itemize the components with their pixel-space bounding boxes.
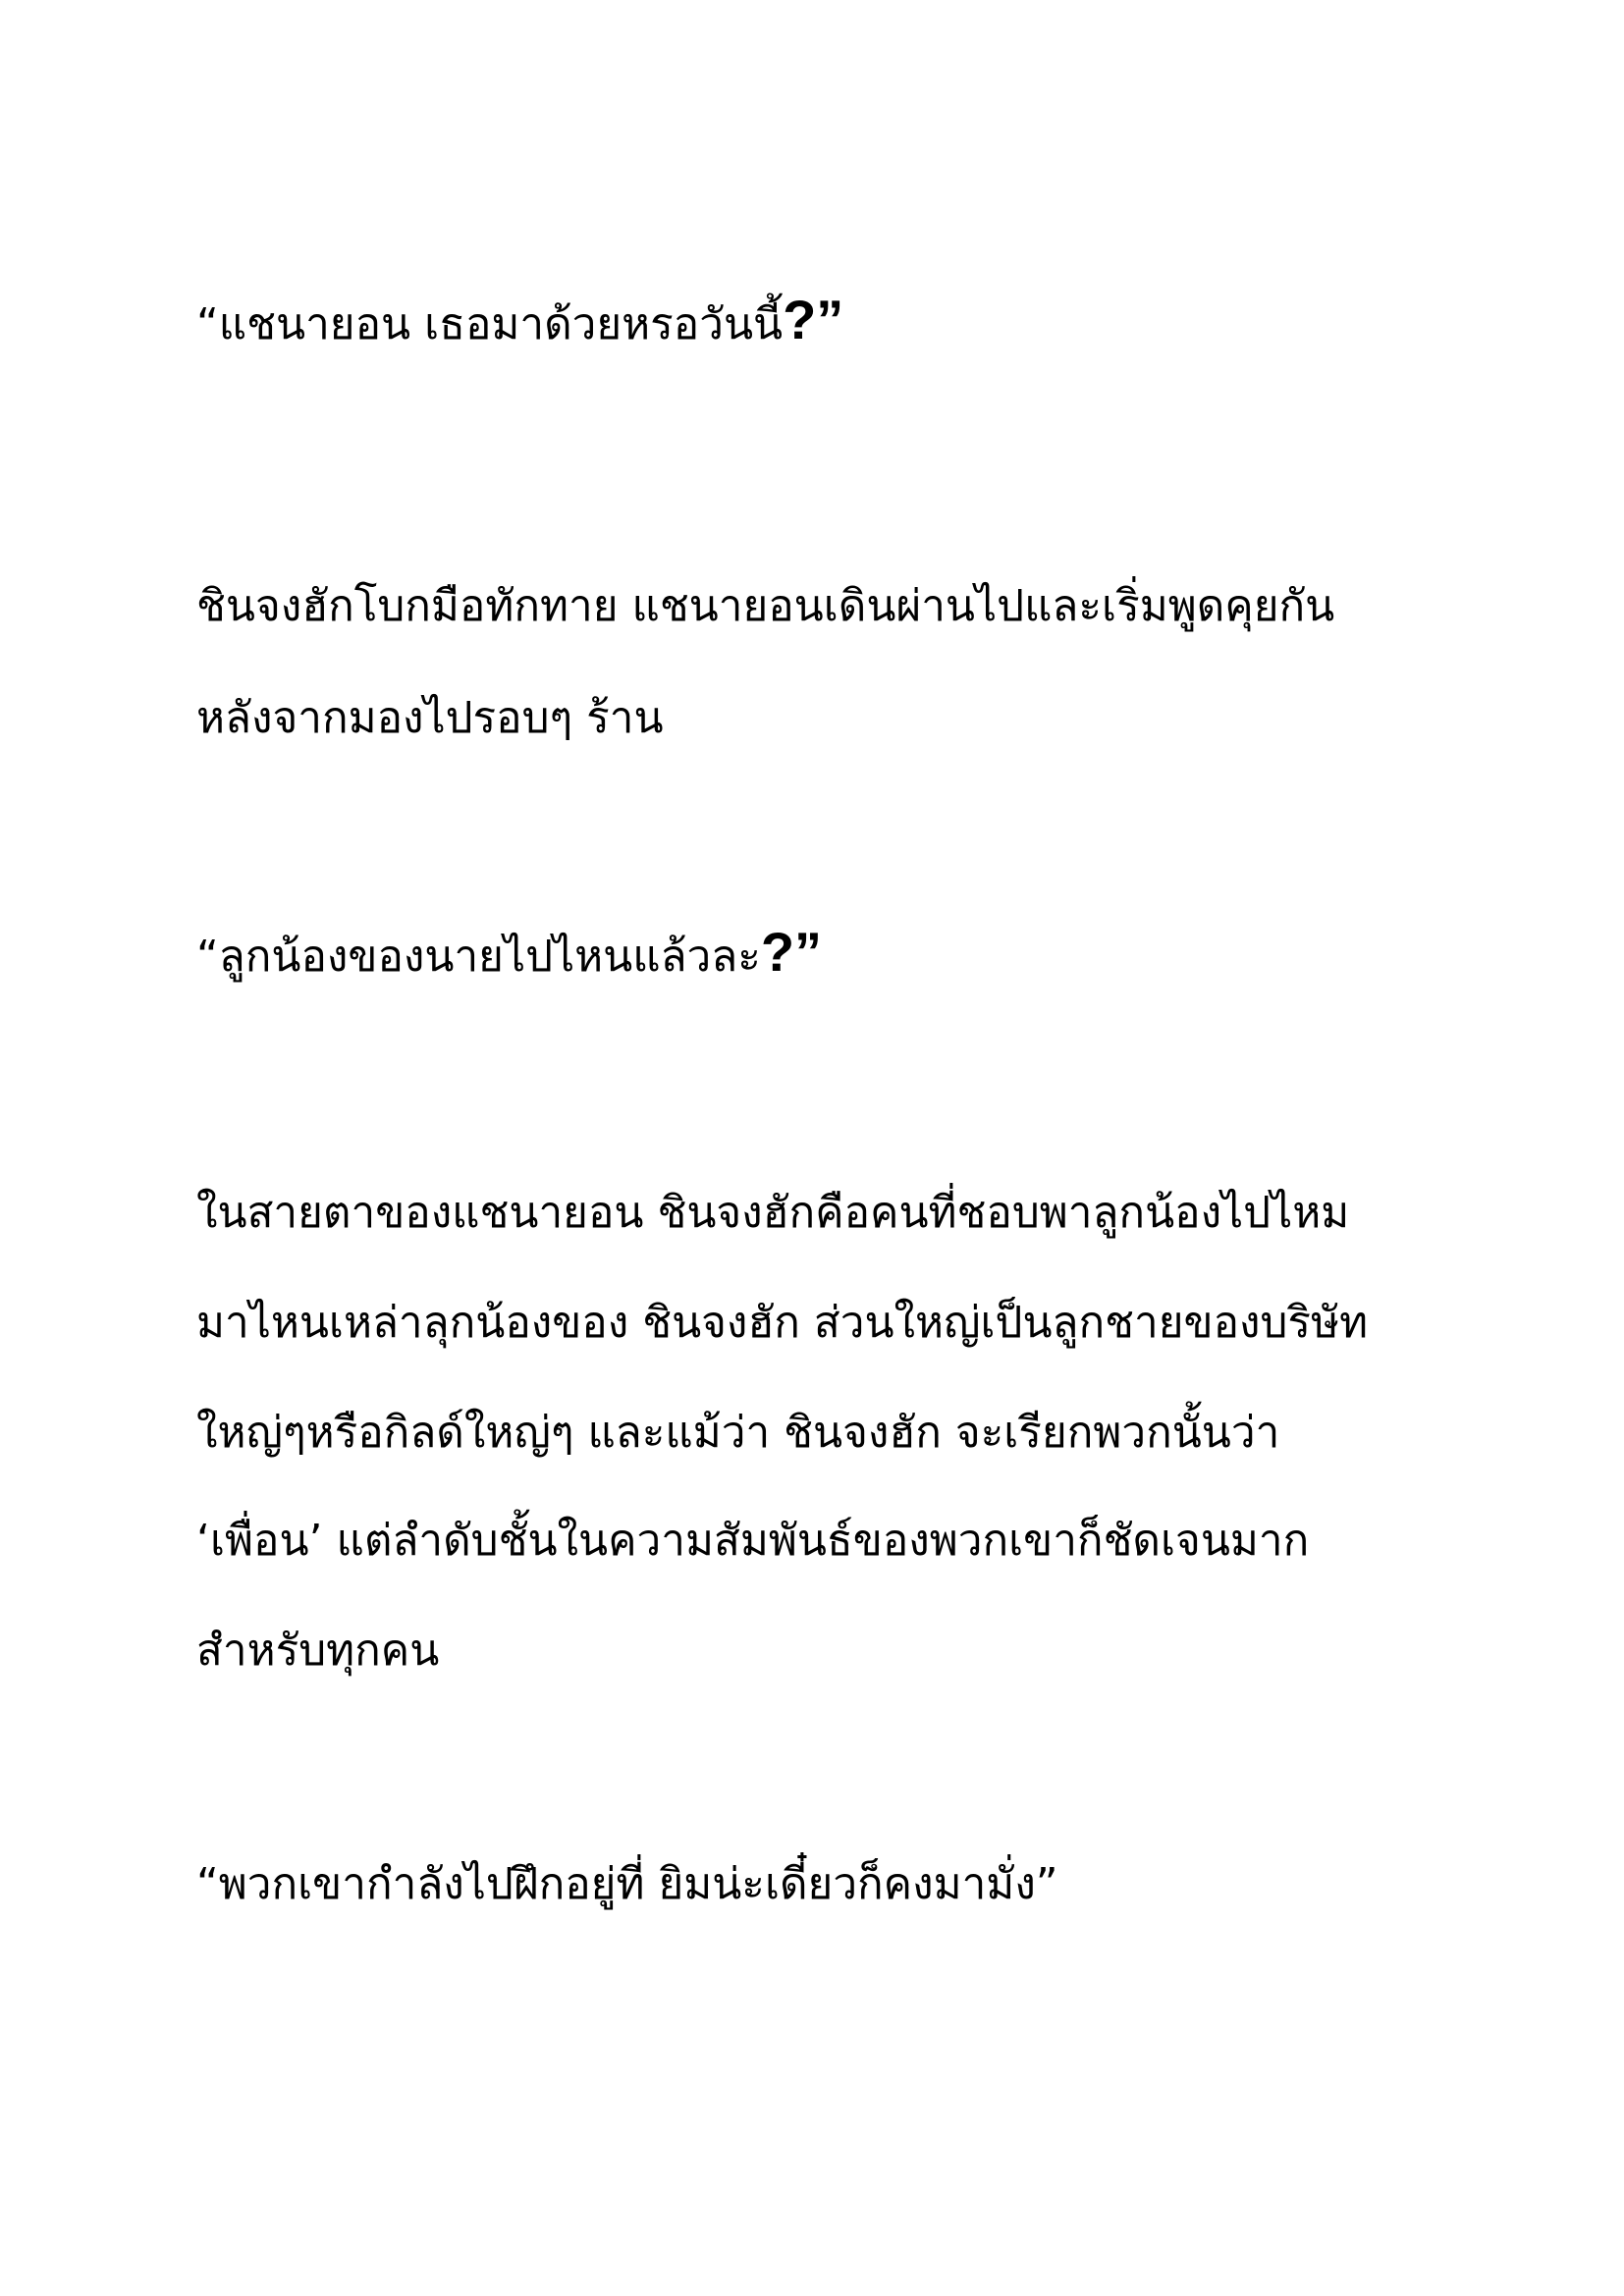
narration-line-1: ชินจงฮักโบกมือทักทาย แชนายอนเดินผ่านไปและเริ่มพูดคุยกัน — [196, 581, 1335, 631]
narration-line-5: ใหญ่ๆหรือกิลด์ใหญ่ๆ และแม้ว่า ชินจงฮัก จะเรียกพวกนั้นว่า — [196, 1408, 1280, 1458]
question-mark-quote: ?” — [783, 289, 844, 350]
dialogue-line-2 — [196, 923, 822, 987]
dialogue-line-3: “พวกเขากำลังไปฝึกอยู่ที่ ยิมน่ะเดี๋ยวก็คงมามั่ง” — [196, 1859, 1058, 1909]
dialogue-line-1 — [196, 291, 843, 354]
narration-line-2: หลังจากมองไปรอบๆ ร้าน — [196, 693, 664, 743]
dialogue-text: “แชนายอน เธอมาด้วยหรอวันนี้ — [196, 299, 784, 349]
narration-line-3: ในสายตาของแชนายอน ชินจงฮักคือคนที่ชอบพาลูกน้องไปไหม — [196, 1188, 1350, 1238]
dialogue-text: “ลูกน้องของนายไปไหนแล้วละ — [196, 932, 761, 982]
narration-line-7: สำหรับทุกคน — [196, 1626, 440, 1676]
narration-line-4: มาไหนเหล่าลุกน้องของ ชินจงฮัก ส่วนใหญ่เป็นลูกชายของบริษัท — [196, 1298, 1369, 1348]
narration-line-6: ‘เพื่อน’ แต่ลำดับชั้นในความสัมพันธ์ของพวกเขาก็ชัดเจนมาก — [196, 1516, 1310, 1566]
question-mark-quote: ?” — [760, 921, 823, 983]
